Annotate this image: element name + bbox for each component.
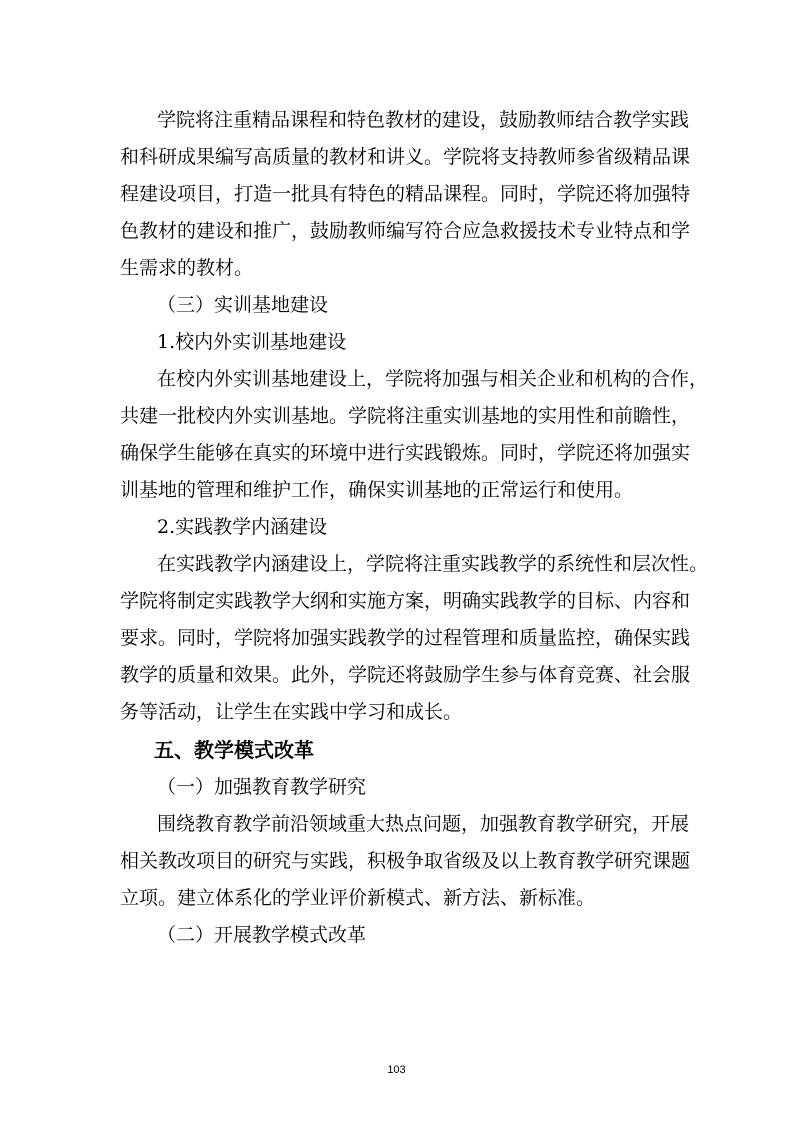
paragraph-line: 和科研成果编写高质量的教材和讲义。学院将支持教师参省级精品课 <box>120 146 691 168</box>
paragraph-line: 色教材的建设和推广，鼓励教师编写符合应急救援技术专业特点和学 <box>120 220 691 242</box>
paragraph-line: 务等活动，让学生在实践中学习和成长。 <box>120 701 463 723</box>
paragraph-line: 生需求的教材。 <box>120 257 254 279</box>
paragraph-line: 训基地的管理和维护工作，确保实训基地的正常运行和使用。 <box>120 479 634 501</box>
paragraph-line: 确保学生能够在真实的环境中进行实践锻炼。同时，学院还将加强实 <box>120 442 691 464</box>
paragraph-line: 学院将制定实践教学大纲和实施方案，明确实践教学的目标、内容和 <box>120 590 691 612</box>
chapter-heading-teaching-mode-reform: 五、教学模式改革 <box>154 738 314 762</box>
paragraph-line: 共建一批校内外实训基地。学院将注重实训基地的实用性和前瞻性， <box>120 405 691 427</box>
paragraph-line: 程建设项目，打造一批具有特色的精品课程。同时，学院还将加强特 <box>120 183 691 205</box>
page-number: 103 <box>387 1064 406 1076</box>
section-heading-research: （一）加强教育教学研究 <box>157 776 367 798</box>
paragraph-line: 相关教改项目的研究与实践，积极争取省级及以上教育教学研究课题 <box>120 850 691 872</box>
paragraph-line: 要求。同时，学院将加强实践教学的过程管理和质量监控，确保实践 <box>120 627 691 649</box>
section-heading-mode-reform: （二）开展教学模式改革 <box>157 924 367 946</box>
paragraph-line: 围绕教育教学前沿领域重大热点问题，加强教育教学研究，开展 <box>157 813 690 835</box>
subsection-heading-1: 1.校内外实训基地建设 <box>157 331 347 353</box>
paragraph-line: 立项。建立体系化的学业评价新模式、新方法、新标准。 <box>120 887 596 909</box>
section-heading-practical-base: （三）实训基地建设 <box>157 294 329 316</box>
paragraph-line: 在实践教学内涵建设上，学院将注重实践教学的系统性和层次性。 <box>157 553 709 575</box>
paragraph-line: 在校内外实训基地建设上，学院将加强与相关企业和机构的合作， <box>157 368 709 390</box>
subsection-heading-2: 2.实践教学内涵建设 <box>157 516 328 538</box>
paragraph-line: 教学的质量和效果。此外，学院还将鼓励学生参与体育竞赛、社会服 <box>120 664 691 686</box>
paragraph-line: 学院将注重精品课程和特色教材的建设，鼓励教师结合教学实践 <box>157 109 690 131</box>
